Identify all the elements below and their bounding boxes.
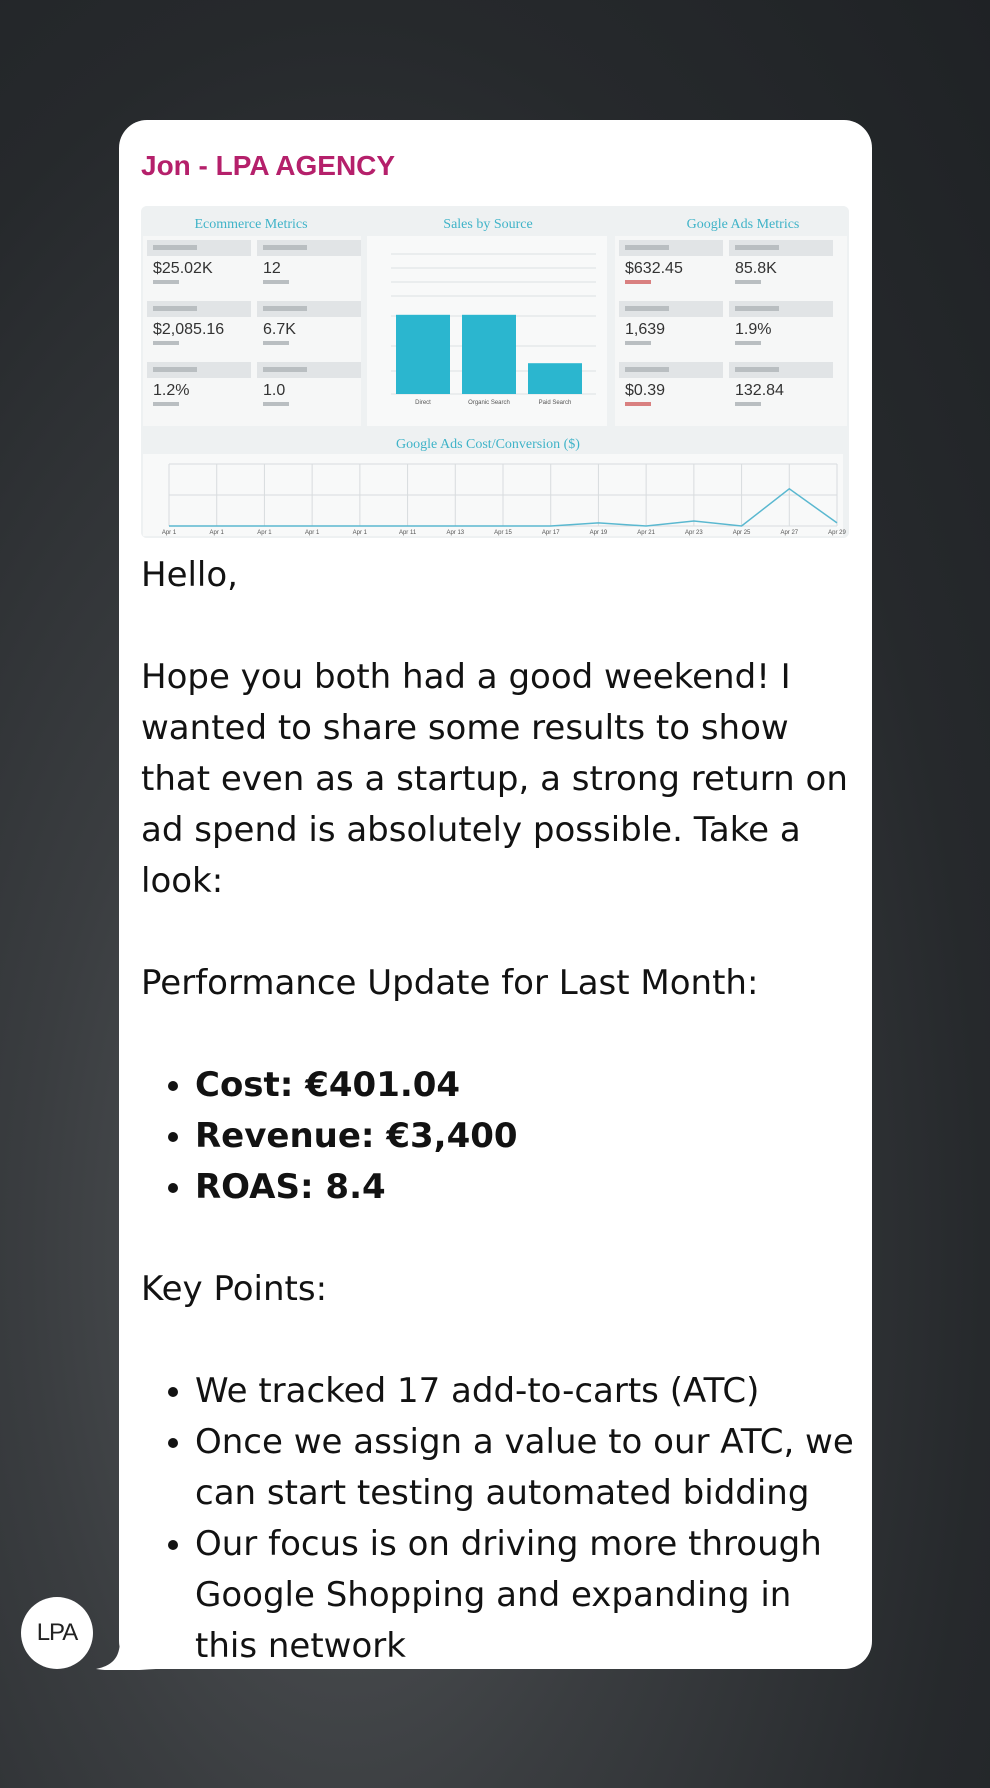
line-x-label-2: Apr 1 [257, 530, 272, 536]
ads-value-3: 1.9% [735, 321, 772, 338]
list-item: • Cost: €401.04 [195, 1060, 861, 1111]
ecom-value-1: 12 [263, 260, 281, 277]
ads-value-4: $0.39 [625, 382, 666, 399]
line-x-label-10: Apr 21 [637, 530, 655, 536]
list-item: • Once we assign a value to our ATC, we can start testing automated bidding [195, 1417, 861, 1519]
ads-value-5: 132.84 [735, 382, 784, 399]
dashboard-image[interactable] [141, 206, 849, 538]
list-item: • Our focus is on driving more through Google Shopping and expanding in this network [195, 1519, 861, 1672]
ecom-value-0: $25.02K [153, 260, 213, 277]
line-x-label-13: Apr 27 [780, 530, 799, 536]
key-points-heading: Key Points: [141, 1269, 328, 1309]
performance-heading: Performance Update for Last Month: [141, 963, 759, 1003]
ads-title: Google Ads Metrics [686, 217, 800, 232]
ecom-title: Ecommerce Metrics [194, 217, 308, 232]
list-item: • ROAS: 8.4 [195, 1162, 861, 1213]
ecom-value-2: $2,085.16 [153, 321, 225, 338]
ads-value-2: 1,639 [625, 321, 666, 338]
dashboard-svg [141, 206, 849, 538]
ads-value-1: 85.8K [735, 260, 777, 277]
sales-bar-label-0: Direct [415, 400, 431, 406]
list-item: • Revenue: €3,400 [195, 1111, 861, 1162]
sales-bar-label-2: Paid Search [538, 400, 572, 406]
ads-value-0: $632.45 [625, 260, 683, 277]
line-title: Google Ads Cost/Conversion ($) [396, 437, 580, 452]
sender-name[interactable]: Jon - LPA AGENCY [141, 150, 396, 181]
sales-bar-1 [462, 315, 516, 394]
line-x-label-8: Apr 17 [541, 530, 560, 536]
avatar-initials: LPA [36, 1619, 78, 1646]
list-item: • We tracked 17 add-to-carts (ATC) [195, 1366, 861, 1417]
intro-text: Hope you both had a good weekend! I wanted to share some results to show that even as a startup, a strong return on ad spend is absolutely possible. Take a look: [141, 657, 848, 901]
line-x-label-14: Apr 29 [828, 530, 846, 536]
line-x-label-4: Apr 1 [352, 530, 368, 536]
ecom-value-3: 6.7K [263, 321, 296, 338]
ecom-value-4: 1.2% [153, 382, 190, 399]
sales-bar-2 [528, 363, 582, 394]
sales-title: Sales by Source [443, 217, 533, 232]
sales-bar-0 [396, 315, 450, 394]
line-x-label-12: Apr 25 [732, 530, 751, 536]
line-x-label-1: Apr 1 [209, 530, 224, 536]
line-x-label-11: Apr 23 [685, 530, 703, 536]
sales-bar-label-1: Organic Search [468, 400, 510, 406]
avatar[interactable] [21, 1597, 93, 1669]
line-x-label-3: Apr 1 [304, 530, 320, 536]
line-x-label-5: Apr 11 [398, 530, 417, 536]
line-x-label-7: Apr 15 [494, 530, 512, 536]
message-bubble[interactable] [119, 120, 872, 1669]
performance-list [141, 1060, 861, 1213]
line-x-label-6: Apr 13 [446, 530, 465, 536]
line-x-label-9: Apr 19 [589, 530, 608, 536]
message-body[interactable] [141, 550, 861, 1672]
line-x-label-0: Apr 1 [161, 530, 177, 536]
ecom-value-5: 1.0 [263, 382, 286, 399]
key-points-list [141, 1366, 861, 1672]
greeting-text: Hello, [141, 555, 238, 595]
